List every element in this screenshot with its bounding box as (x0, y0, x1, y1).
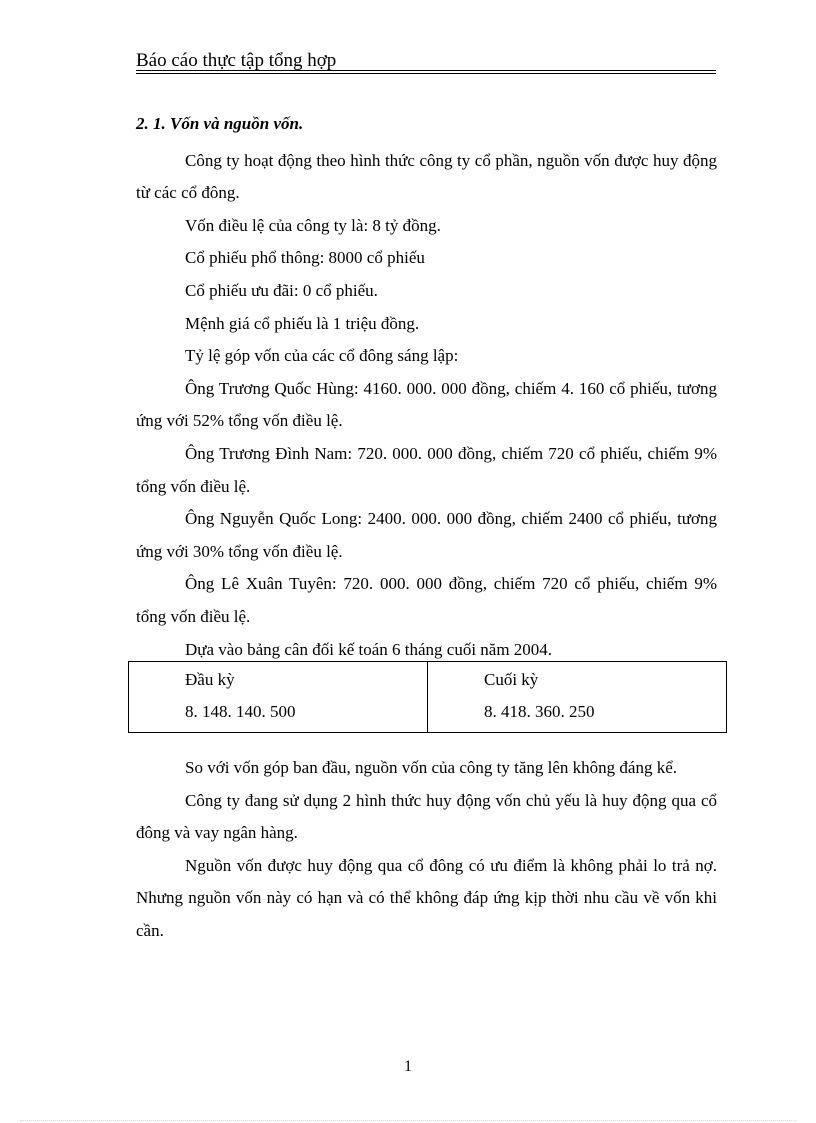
header-rule (136, 70, 716, 74)
page-number: 1 (404, 1058, 412, 1075)
paragraph-shareholder-tuyen: Ông Lê Xuân Tuyên: 720. 000. 000 đồng, chiếm 720 cổ phiếu, chiếm 9% tổng vốn điều lệ. (136, 574, 717, 626)
paragraph-shareholder-funding: Nguồn vốn được huy động qua cổ đông có ưu điểm là không phải lo trả nợ. Nhưng nguồn vốn này có hạn và có thể không đáp ứng kịp thời nhu cầu về vốn khi cần. (136, 855, 717, 940)
paragraph-common-shares: Cổ phiếu phổ thông: 8000 cổ phiếu (185, 248, 425, 268)
capital-table (128, 661, 727, 733)
paragraph-capital-change: So với vốn góp ban đầu, nguồn vốn của công ty tăng lên không đáng kể. (185, 758, 677, 777)
table-header-closing: Cuối kỳ (484, 670, 539, 689)
paragraph-funding-methods: Công ty đang sử dụng 2 hình thức huy động vốn chủ yếu là huy động qua cổ đông và vay ngân hàng. (136, 790, 717, 843)
table-cell-opening (129, 662, 428, 733)
header-title: Báo cáo thực tập tổng hợp (136, 50, 337, 71)
paragraph-founders-intro: Tỷ lệ góp vốn của các cổ đông sáng lập: (185, 346, 459, 366)
paragraph-shareholder-hung: Ông Trương Quốc Hùng: 4160. 000. 000 đồng, chiếm 4. 160 cổ phiếu, tương ứng với 52% tổng vốn điều lệ. (136, 378, 717, 431)
table-header-opening: Đầu kỳ (185, 670, 235, 689)
paragraph-balance-sheet-intro: Dựa vào bảng cân đối kế toán 6 tháng cuối năm 2004. (185, 639, 553, 659)
table-cell-closing (428, 662, 727, 733)
document-body-bottom (136, 752, 717, 948)
page-header (136, 50, 716, 72)
table-value-closing: 8. 418. 360. 250 (484, 702, 595, 721)
page-bottom-edge (20, 1120, 796, 1121)
paragraph-par-value: Mệnh giá cổ phiếu là 1 triệu đồng. (185, 313, 420, 333)
paragraph-company-form: Công ty hoạt động theo hình thức công ty cổ phần, nguồn vốn được huy động từ các cổ đông. (136, 150, 717, 203)
table-value-opening: 8. 148. 140. 500 (185, 702, 296, 721)
paragraph-shareholder-nam: Ông Trương Đình Nam: 720. 000. 000 đồng, chiếm 720 cổ phiếu, chiếm 9% tổng vốn điều lệ. (136, 443, 717, 496)
paragraph-preferred-shares: Cổ phiếu ưu đãi: 0 cổ phiếu. (185, 280, 378, 300)
document-body-top (136, 108, 717, 666)
section-title: 2. 1. Vốn và nguồn vốn. (136, 114, 304, 133)
paragraph-shareholder-long: Ông Nguyễn Quốc Long: 2400. 000. 000 đồng, chiếm 2400 cổ phiếu, tương ứng với 30% tổng vốn điều lệ. (136, 509, 717, 561)
table-row (129, 662, 727, 733)
paragraph-charter-capital: Vốn điều lệ của công ty là: 8 tỷ đồng. (185, 215, 441, 235)
